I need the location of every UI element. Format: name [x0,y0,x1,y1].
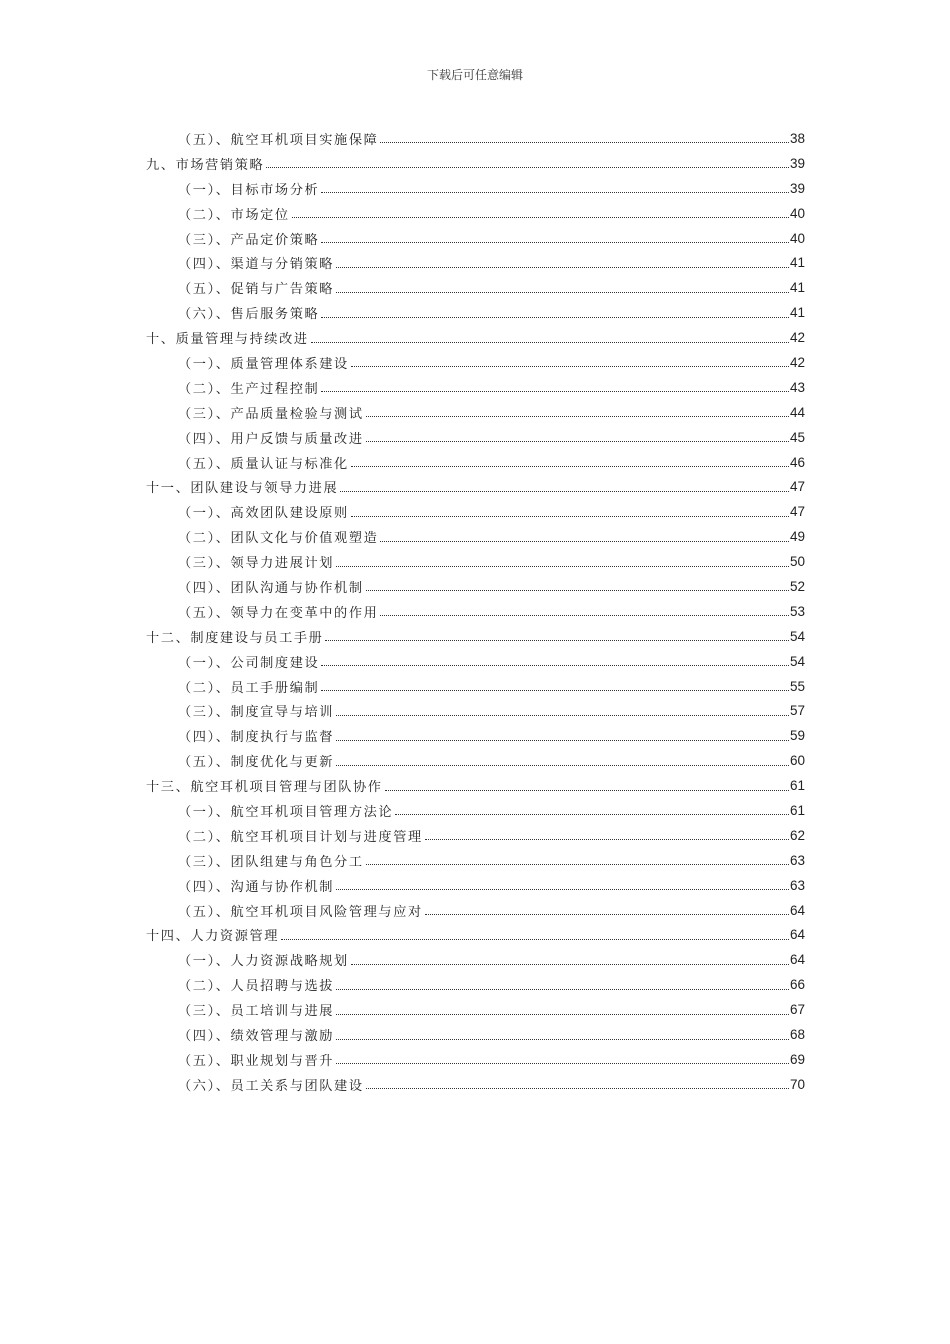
toc-entry-page-number: 43 [789,379,805,395]
toc-entry[interactable] [0,723,950,748]
toc-entry-label: （四）、团队沟通与协作机制 [178,580,364,596]
toc-entry[interactable] [0,425,950,450]
dot-leader [292,204,789,218]
toc-entry-page-number: 64 [789,952,805,968]
dot-leader [336,279,789,293]
toc-entry-page-number: 49 [789,529,805,545]
toc-entry-label: （二）、市场定位 [178,207,290,223]
toc-entry[interactable] [0,499,950,524]
toc-entry-page-number: 42 [789,330,805,346]
toc-entry-label: （四）、制度执行与监督 [178,730,335,746]
dot-leader [380,528,789,542]
toc-entry-page-number: 70 [789,1076,805,1092]
toc-entry-label: 十三、航空耳机项目管理与团队协作 [146,780,383,796]
toc-entry[interactable] [0,997,950,1022]
toc-entry[interactable] [0,574,950,599]
toc-entry[interactable] [0,375,950,400]
toc-entry-label: 九、市场营销策略 [146,157,265,173]
toc-entry[interactable] [0,773,950,798]
toc-entry-page-number: 41 [789,255,805,271]
toc-entry[interactable] [0,474,950,499]
page-header: 下载后可任意编辑 [426,68,523,82]
toc-entry-label: （一）、人力资源战略规划 [178,954,349,970]
dot-leader [336,976,789,990]
dot-leader [321,652,789,666]
dot-leader [336,553,789,567]
toc-entry[interactable] [0,524,950,549]
toc-entry-page-number: 46 [789,454,805,470]
toc-entry[interactable] [0,848,950,873]
dot-leader [366,1075,789,1089]
dot-leader [336,727,789,741]
dot-leader [351,453,789,467]
toc-entry-label: （二）、员工手册编制 [178,680,320,696]
toc-entry[interactable] [0,151,950,176]
toc-entry-page-number: 38 [789,130,805,146]
toc-entry-page-number: 47 [789,504,805,520]
toc-entry-label: （五）、制度优化与更新 [178,755,335,771]
toc-entry-page-number: 68 [789,1027,805,1042]
toc-entry-page-number: 61 [789,778,805,794]
dot-leader [340,478,789,492]
toc-entry-label: 十二、制度建设与员工手册 [146,630,324,646]
dot-leader [336,1050,789,1064]
toc-entry-page-number: 54 [789,653,805,669]
dot-leader [351,951,789,965]
dot-leader [321,179,789,193]
toc-entry[interactable] [0,898,950,923]
toc-entry-page-number: 53 [789,603,805,619]
toc-entry-page-number: 59 [789,728,805,744]
toc-entry-label: （六）、售后服务策略 [178,307,320,323]
toc-entry-page-number: 41 [789,280,805,296]
toc-entry[interactable] [0,176,950,201]
toc-entry-page-number: 40 [789,230,805,246]
toc-entry[interactable] [0,226,950,251]
toc-entry-label: （三）、产品质量检验与测试 [178,406,364,422]
dot-leader [366,577,789,591]
toc-entry[interactable] [0,126,950,151]
toc-entry[interactable] [0,599,950,624]
dot-leader [336,254,789,268]
toc-entry[interactable] [0,1022,950,1047]
toc-entry[interactable] [0,549,950,574]
toc-entry-label: （四）、用户反馈与质量改进 [178,431,364,447]
toc-entry[interactable] [0,275,950,300]
toc-entry-label: （一）、航空耳机项目管理方法论 [178,804,394,820]
toc-entry-page-number: 39 [789,180,805,196]
toc-entry-label: （五）、促销与广告策略 [178,282,335,298]
toc-entry-page-number: 44 [789,404,805,420]
toc-entry[interactable] [0,748,950,773]
toc-entry-page-number: 41 [789,305,805,321]
toc-entry-page-number: 63 [789,852,805,868]
toc-entry-page-number: 60 [789,753,805,769]
toc-entry[interactable] [0,400,950,425]
toc-entry-label: （六）、员工关系与团队建设 [178,1078,364,1094]
toc-entry[interactable] [0,201,950,226]
dot-leader [366,403,789,417]
dot-leader [380,602,789,616]
toc-entry-label: （四）、绩效管理与激励 [178,1029,335,1044]
toc-entry-label: （二）、人员招聘与选拔 [178,979,335,995]
toc-entry-label: （一）、质量管理体系建设 [178,356,349,372]
toc-entry[interactable] [0,350,950,375]
toc-entry-label: （五）、航空耳机项目实施保障 [178,132,379,148]
toc-entry-label: （四）、沟通与协作机制 [178,879,335,895]
toc-entry-label: （五）、质量认证与标准化 [178,456,349,472]
toc-entry-label: （四）、渠道与分销策略 [178,257,335,273]
toc-entry-page-number: 50 [789,554,805,570]
toc-entry-page-number: 62 [789,827,805,843]
dot-leader [425,826,789,840]
dot-leader [425,901,789,915]
toc-entry-label: （三）、团队组建与角色分工 [178,854,364,870]
toc-entry-label: （一）、高效团队建设原则 [178,506,349,522]
toc-entry[interactable] [0,1072,950,1097]
dot-leader [336,702,789,716]
toc-entry[interactable] [0,923,950,948]
toc-entry-label: （一）、目标市场分析 [178,182,320,198]
toc-entry[interactable] [0,798,950,823]
toc-entry-page-number: 64 [789,902,805,918]
toc-entry[interactable] [0,624,950,649]
table-of-contents [0,126,950,1097]
toc-entry-label: （五）、领导力在变革中的作用 [178,605,379,621]
toc-entry-page-number: 69 [789,1051,805,1067]
toc-entry-page-number: 64 [789,927,805,943]
toc-entry[interactable] [0,674,950,699]
toc-entry[interactable] [0,649,950,674]
toc-entry-label: （二）、团队文化与价值观塑造 [178,531,379,547]
dot-leader [311,329,789,343]
toc-entry[interactable] [0,325,950,350]
toc-entry-page-number: 42 [789,354,805,370]
toc-entry-page-number: 63 [789,877,805,893]
dot-leader [351,503,789,517]
toc-entry-label: 十四、人力资源管理 [146,929,280,945]
toc-entry-page-number: 57 [789,703,805,719]
toc-entry-page-number: 47 [789,479,805,495]
toc-entry[interactable] [0,873,950,898]
toc-entry-label: 十、质量管理与持续改进 [146,332,309,348]
toc-entry-label: （三）、领导力进展计划 [178,556,335,572]
toc-entry[interactable] [0,698,950,723]
toc-entry-page-number: 52 [789,578,805,594]
toc-entry-label: 十一、团队建设与领导力进展 [146,481,339,497]
toc-entry-page-number: 39 [789,155,805,171]
dot-leader [336,752,789,766]
dot-leader [321,677,789,691]
dot-leader [321,304,789,318]
toc-entry-label: （二）、生产过程控制 [178,381,320,397]
dot-leader [321,378,789,392]
toc-entry[interactable] [0,972,950,997]
toc-entry-page-number: 45 [789,429,805,445]
toc-entry[interactable] [0,947,950,972]
toc-entry-label: （一）、公司制度建设 [178,655,320,671]
toc-entry-label: （五）、航空耳机项目风险管理与应对 [178,904,423,920]
toc-entry-page-number: 67 [789,1002,805,1018]
dot-leader [366,428,789,442]
toc-entry[interactable] [0,823,950,848]
dot-leader [281,926,789,940]
dot-leader [336,1026,789,1040]
dot-leader [380,129,789,143]
dot-leader [266,154,789,168]
toc-entry-page-number: 54 [789,628,805,644]
toc-entry-page-number: 61 [789,802,805,818]
toc-entry-label: （五）、职业规划与晋升 [178,1053,335,1069]
dot-leader [351,353,789,367]
toc-entry[interactable] [0,250,950,275]
toc-entry[interactable] [0,450,950,475]
toc-entry-page-number: 40 [789,205,805,221]
toc-entry-label: （三）、产品定价策略 [178,232,320,248]
toc-entry[interactable] [0,1047,950,1072]
toc-entry-page-number: 66 [789,977,805,993]
dot-leader [336,1001,789,1015]
dot-leader [321,229,789,243]
toc-entry-page-number: 55 [789,678,805,694]
dot-leader [336,876,789,890]
toc-entry-label: （三）、制度宣导与培训 [178,705,335,721]
dot-leader [395,801,789,815]
dot-leader [366,851,789,865]
toc-entry-label: （二）、航空耳机项目计划与进度管理 [178,829,423,845]
toc-entry-label: （三）、员工培训与进展 [178,1004,335,1020]
dot-leader [385,777,789,791]
dot-leader [325,627,789,641]
toc-entry[interactable] [0,300,950,325]
